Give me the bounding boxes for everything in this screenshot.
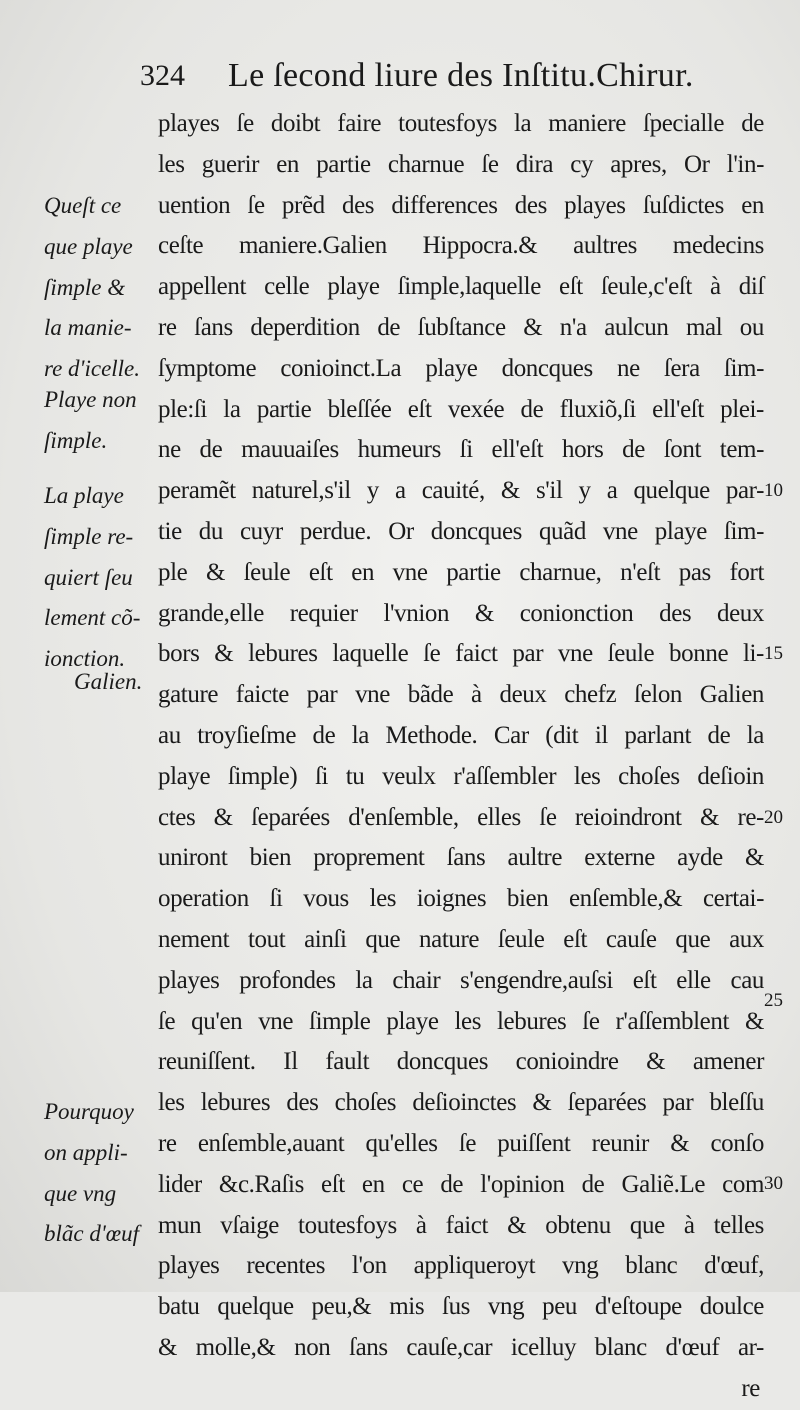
catchword: re <box>741 1374 760 1402</box>
text-line: gature faicte par vne bãde à deux chefz ſelon Galien <box>158 681 764 709</box>
main-text-block <box>158 104 764 1410</box>
margin-note-line: la manie- <box>44 315 132 341</box>
text-line: les guerir en partie charnue ſe dira cy apres, Or l'in- <box>158 150 764 178</box>
margin-note-line: Playe non <box>44 387 137 412</box>
text-line: au troyſieſme de la Methode. Car (dit il parlant de la <box>158 721 764 749</box>
line-number: 15 <box>764 643 783 664</box>
text-line: ſe qu'en vne ſimple playe les lebures ſe r'aſſemblent & <box>158 1007 764 1035</box>
text-line: ctes & ſeparées d'enſemble, elles ſe reioindront & re- <box>158 803 764 831</box>
text-line: playes ſe doibt faire toutesfoys la maniere ſpecialle de <box>158 110 764 137</box>
margin-note-line: Galien. <box>74 669 143 694</box>
text-line: reuniſſent. Il fault doncques conioindre & amener <box>158 1048 764 1076</box>
line-number: 20 <box>764 807 783 828</box>
text-line: appellent celle playe ſimple,laquelle eſt ſeule,c'eſt à diſ <box>158 273 764 301</box>
margin-note-non-simple <box>44 380 164 462</box>
text-line: nement tout ainſi que nature ſeule eſt cauſe que aux <box>158 925 764 953</box>
margin-note-line: que playe <box>44 233 133 259</box>
text-line: & molle,& non ſans cauſe,car icelluy blanc d'œuf ar- <box>158 1333 764 1361</box>
text-line: playes recentes l'on appliqueroyt vng blanc d'œuf, <box>158 1252 764 1280</box>
margin-note-galien <box>74 662 194 703</box>
text-line: grande,elle requier l'vnion & conionction des deux <box>158 599 764 627</box>
line-number: 30 <box>764 1173 783 1194</box>
running-title: Le ſecond liure des Inſtitu.Chirur. <box>228 57 694 94</box>
text-line: peramẽt naturel,s'il y a cauité, & s'il y a quelque par- <box>158 477 764 505</box>
text-line: re enſemble,auant qu'elles ſe puiſſent reunir & conſo <box>158 1129 764 1157</box>
margin-note-line: lement cõ- <box>44 605 141 631</box>
text-line: playe ſimple) ſi tu veulx r'aſſembler les choſes deſioin <box>158 762 764 790</box>
text-line: lider &c.Raſis eſt en ce de l'opinion de Galiẽ.Le com <box>158 1170 764 1198</box>
page-header <box>140 56 760 100</box>
margin-note-line: Queſt ce <box>44 193 122 218</box>
margin-note-line: Pourquoy <box>44 1099 134 1124</box>
margin-note-line: quiert ſeu <box>44 564 133 590</box>
text-line: uention ſe prẽd des differences des playes ſuſdictes en <box>158 191 764 219</box>
text-line: mun vſaige toutesfoys à faict & obtenu que à telles <box>158 1211 764 1239</box>
text-line: uniront bien proprement ſans aultre externe ayde & <box>158 844 764 872</box>
line-number: 10 <box>764 480 783 501</box>
folio-number: 324 <box>140 59 185 92</box>
text-line: operation ſi vous les ioignes bien enſemble,& certai- <box>158 885 764 913</box>
margin-note-line: ionction. <box>44 646 126 672</box>
text-line: batu quelque peu,& mis ſus vng peu d'eſtoupe doulce <box>158 1293 764 1321</box>
margin-note-line: ſimple re- <box>44 523 134 549</box>
text-line: ple:ſi la partie bleſſée eſt vexée de fluxiõ,ſi ell'eſt plei- <box>158 395 764 423</box>
margin-note-line: ſimple. <box>44 427 108 453</box>
text-line: playes profondes la chair s'engendre,auſsi eſt elle cau <box>158 966 764 994</box>
text-line: tie du cuyr perdue. Or doncques quãd vne playe ſim- <box>158 517 764 545</box>
margin-note-line: La playe <box>44 483 124 508</box>
line-number: 25 <box>764 990 783 1011</box>
margin-note-line: blãc d'œuf <box>44 1221 139 1247</box>
text-line: ſymptome conioinct.La playe doncques ne ſera ſim- <box>158 354 764 382</box>
text-line: re ſans deperdition de ſubſtance & n'a aulcun mal ou <box>158 313 764 341</box>
text-line: bors & lebures laquelle ſe faict par vne ſeule bonne li- <box>158 640 764 668</box>
margin-note-line: que vng <box>44 1180 117 1206</box>
margin-note-line: ſimple & <box>44 274 126 300</box>
margin-note-simple-wound <box>44 476 164 680</box>
margin-note-definition <box>44 186 164 390</box>
text-line: ceſte maniere.Galien Hippocra.& aultres medecins <box>158 232 764 260</box>
margin-note-egg-white <box>44 1092 164 1255</box>
margin-note-line: on appli- <box>44 1139 128 1165</box>
margin-note-line: re d'icelle. <box>44 356 141 382</box>
text-line: ne de mauuaiſes humeurs ſi ell'eſt hors de ſont tem- <box>158 436 764 464</box>
text-line: ple & ſeule eſt en vne partie charnue, n'eſt pas fort <box>158 558 764 586</box>
text-line: les lebures des choſes deſioinctes & ſeparées par bleſſu <box>158 1089 764 1117</box>
